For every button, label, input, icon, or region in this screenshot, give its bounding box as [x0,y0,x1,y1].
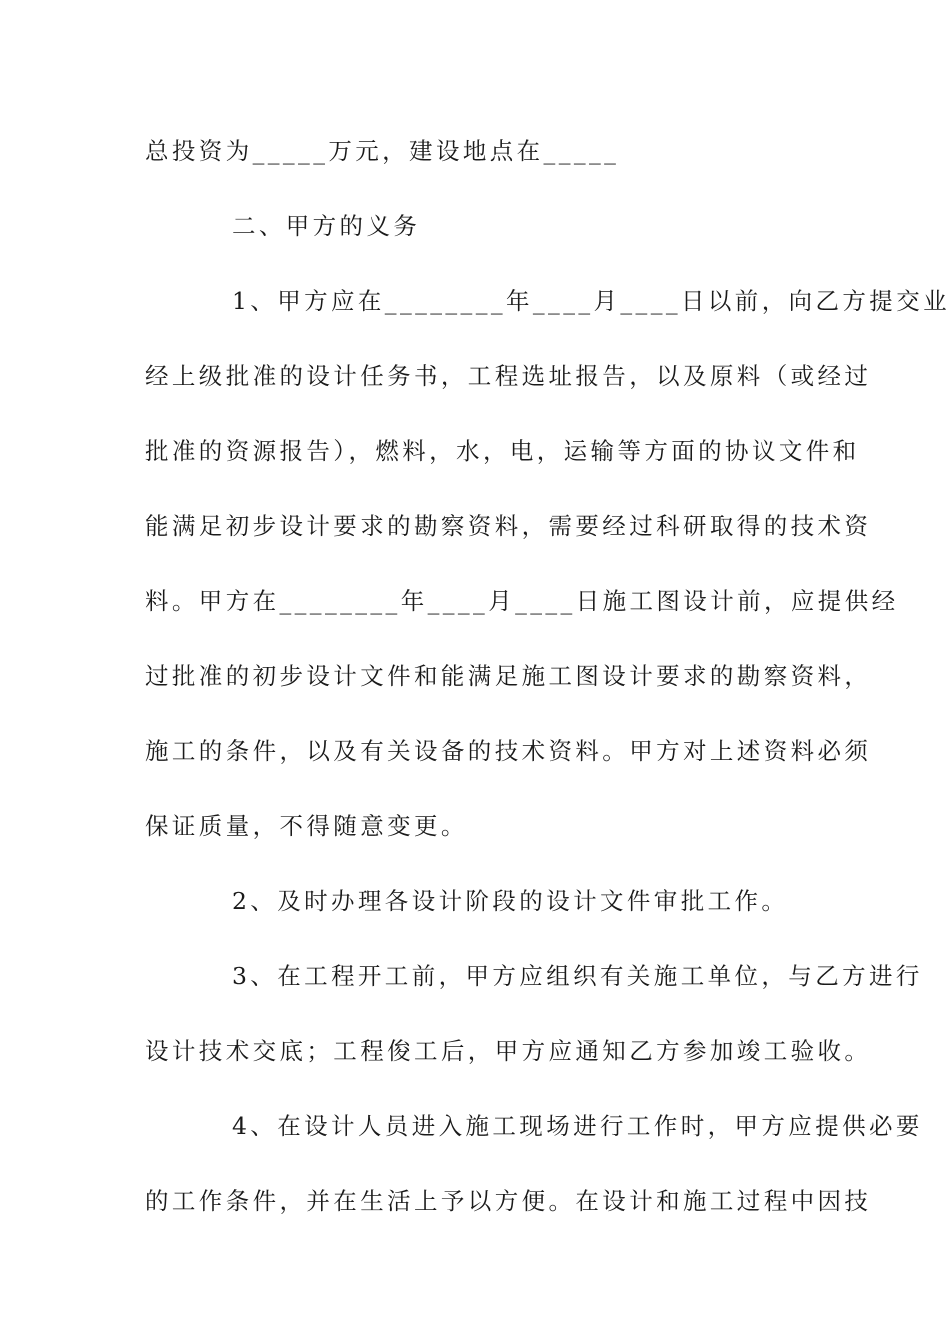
text-line-11: 2、及时办理各设计阶段的设计文件审批工作。 [145,887,789,915]
section-heading-party-a-obligations: 二、甲方的义务 [145,212,421,240]
text-line-14: 4、在设计人员进入施工现场进行工作时，甲方应提供必要 [145,1112,923,1140]
text-line-1: 总投资为_____万元，建设地点在_____ [145,137,620,165]
text-line-5: 批准的资源报告），燃料，水，电，运输等方面的协议文件和 [145,437,860,465]
text-line-8: 过批准的初步设计文件和能满足施工图设计要求的勘察资料， [145,662,872,690]
text-line-12: 3、在工程开工前，甲方应组织有关施工单位，与乙方进行 [145,962,923,990]
text-line-4: 经上级批准的设计任务书，工程选址报告，以及原料（或经过 [145,362,872,390]
text-line-3: 1、甲方应在________年____月____日以前，向乙方提交业 [145,287,950,315]
text-line-13: 设计技术交底；工程俊工后，甲方应通知乙方参加竣工验收。 [145,1037,872,1065]
text-line-10: 保证质量，不得随意变更。 [145,812,468,840]
text-line-6: 能满足初步设计要求的勘察资料，需要经过科研取得的技术资 [145,512,872,540]
text-line-7: 料。甲方在________年____月____日施工图设计前，应提供经 [145,587,899,615]
text-line-9: 施工的条件，以及有关设备的技术资料。甲方对上述资料必须 [145,737,872,765]
text-line-15: 的工作条件，并在生活上予以方便。在设计和施工过程中因技 [145,1187,872,1215]
